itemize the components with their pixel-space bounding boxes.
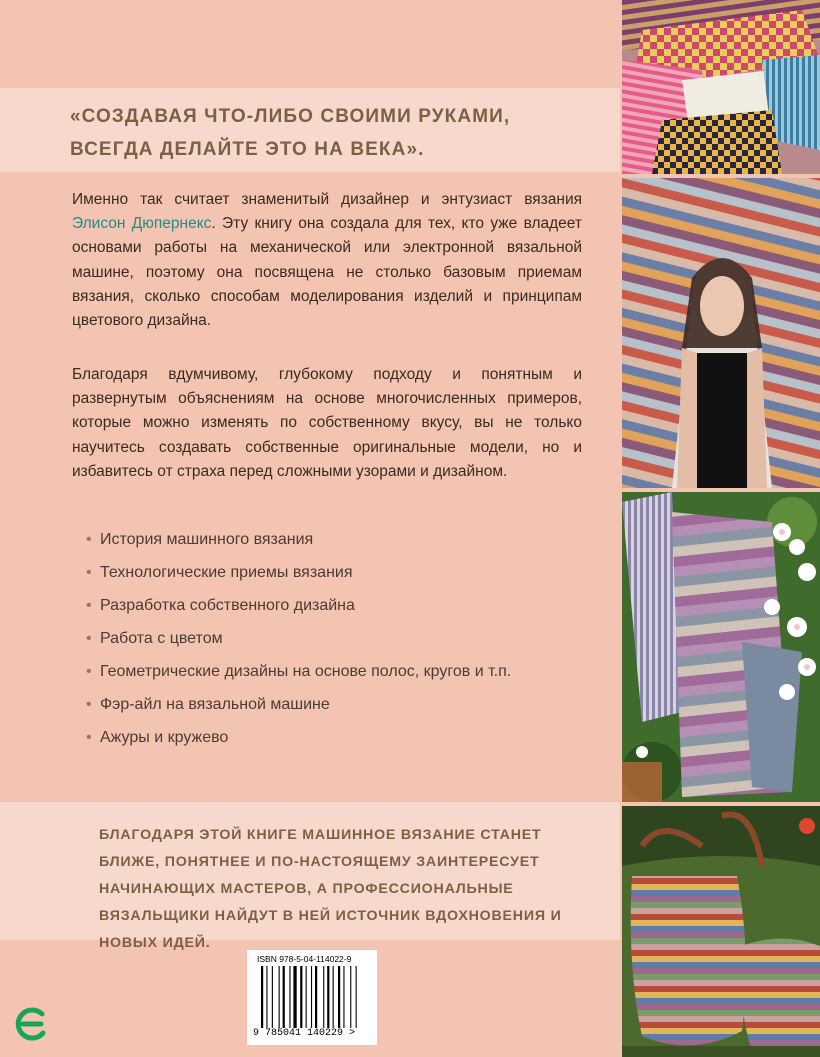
- barcode-bar: [279, 966, 280, 1028]
- woman-in-striped-shawl-photo: [622, 178, 820, 488]
- intro-text-start: Именно так считает знаменитый дизайнер и энтузиаст вязания: [72, 191, 582, 208]
- barcode-bar: [315, 966, 317, 1028]
- barcode-bar: [327, 966, 329, 1028]
- barcode-bar: [289, 966, 290, 1028]
- barcode: [247, 950, 377, 1045]
- barcode-bar: [338, 966, 340, 1028]
- body-paragraph: Благодаря вдумчивому, глубокому подходу и понятным и развернутым объяснениям на основе многочисленных примеров, которые можно изменять по собственному вкусу, вы не только научитесь создавать собственные оригинальные модели, но и избавитесь от страха перед сложными узорами и дизайном.: [72, 366, 582, 480]
- feature-item: • Разработка собственного дизайна: [86, 594, 596, 618]
- barcode-bar: [323, 966, 324, 1028]
- quote-line-2: ВСЕГДА ДЕЛАЙТЕ ЭТО НА ВЕКА».: [70, 139, 425, 160]
- feature-item: • Фэр-айл на вязальной машине: [86, 693, 596, 717]
- barcode-bar: [293, 966, 296, 1028]
- quote-line-1: «СОЗДАВАЯ ЧТО-ЛИБО СВОИМИ РУКАМИ,: [70, 106, 511, 127]
- barcode-number: 9 785041 140229 >: [253, 1028, 356, 1039]
- barcode-bar: [261, 966, 263, 1028]
- barcode-bar: [356, 966, 357, 1028]
- isbn-label: ISBN 978-5-04-114022-9: [257, 954, 352, 964]
- feature-item: • Работа с цветом: [86, 627, 596, 651]
- barcode-bar: [272, 966, 273, 1028]
- intro-text-end: . Эту книгу она создала для тех, кто уже владеет основами работы на механической или электронной вязальной машине, поэтому она посвящена не столько базовым приемам вязания, сколько способам моделирования изделий и принципам цветового дизайна.: [72, 215, 582, 330]
- publisher-logo-icon: [14, 1004, 48, 1049]
- barcode-bar: [300, 966, 302, 1028]
- feature-item: • Технологические приемы вязания: [86, 561, 596, 585]
- barcode-bar: [350, 966, 351, 1028]
- feature-item: • Геометрические дизайны на основе полос, кругов и т.п.: [86, 660, 596, 684]
- headline-quote: [70, 100, 610, 166]
- knitted-bags-photo: [622, 806, 820, 1057]
- barcode-bar: [306, 966, 307, 1028]
- feature-list: [86, 528, 596, 759]
- intro-paragraph: [72, 188, 582, 333]
- barcode-bar: [283, 966, 285, 1028]
- barcode-bar: [343, 966, 344, 1028]
- closing-statement: БЛАГОДАРЯ ЭТОЙ КНИГЕ МАШИННОЕ ВЯЗАНИЕ СТАНЕТ БЛИЖЕ, ПОНЯТНЕЕ И ПО-НАСТОЯЩЕМУ ЗАИНТЕРЕСУЕТ НАЧИНАЮЩИХ МАСТЕРОВ, А ПРОФЕССИОНАЛЬНЫЕ ВЯЗАЛЬЩИКИ НАЙДУТ В НЕЙ ИСТОЧНИК ВДОХНОВЕНИЯ И НОВЫХ ИДЕЙ.: [99, 827, 562, 951]
- feature-item: • История машинного вязания: [86, 528, 596, 552]
- knitted-swatches-photo: [622, 0, 820, 174]
- barcode-bar: [311, 966, 312, 1028]
- barcode-bar: [333, 966, 334, 1028]
- author-name: Элисон Дюпернекс: [72, 215, 212, 233]
- barcode-bars: [261, 966, 365, 1028]
- striped-knit-garment-with-apple-blossom-photo: [622, 492, 820, 802]
- barcode-bar: [266, 966, 267, 1028]
- feature-item: • Ажуры и кружево: [86, 726, 596, 750]
